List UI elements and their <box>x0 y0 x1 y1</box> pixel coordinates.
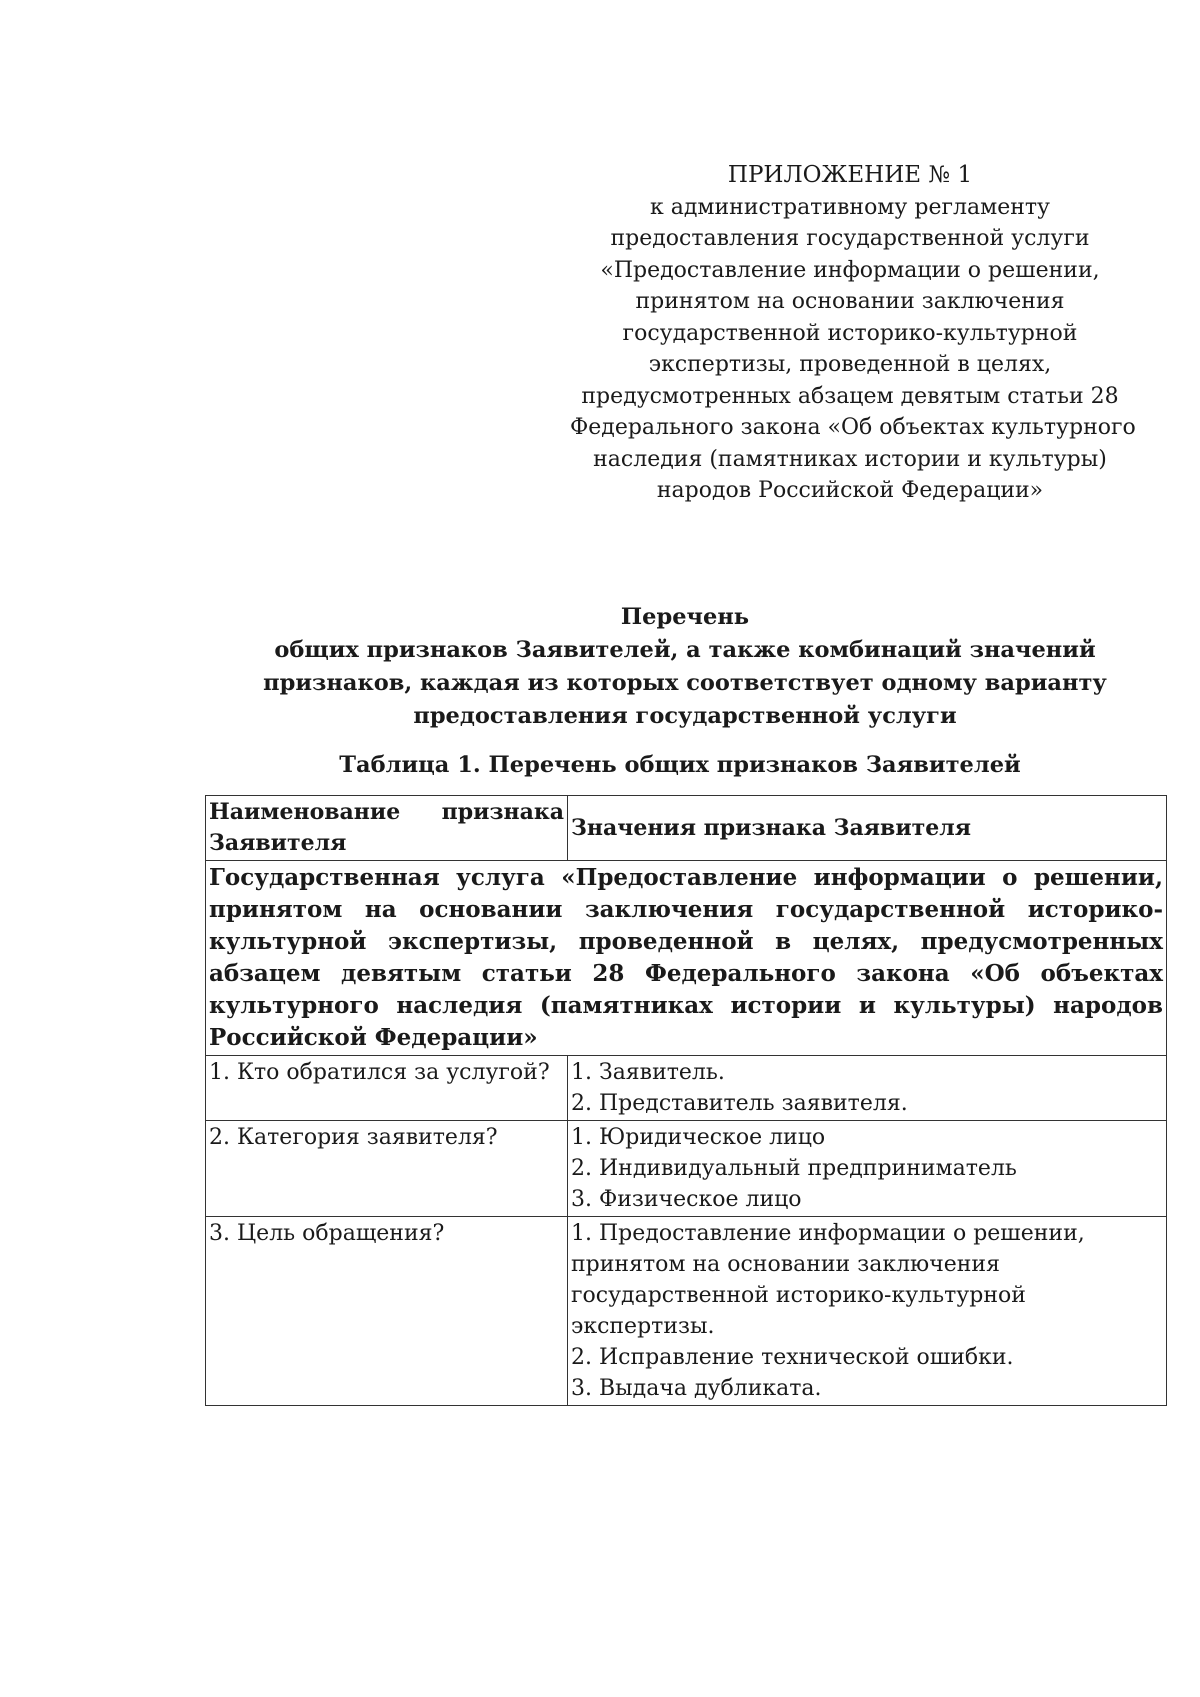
appendix-line: к административному регламенту <box>649 194 1050 220</box>
document-title <box>210 601 1160 733</box>
table-row <box>206 1217 1167 1406</box>
appendix-line: принятом на основании заключения <box>635 289 1065 314</box>
appendix-header <box>570 160 1136 507</box>
option-item: 1. Предоставление информации о решении, принятом на основании заключения государственной историко-культурной экспертизы. <box>571 1221 1085 1339</box>
feature-options <box>568 1056 1167 1121</box>
feature-question <box>206 1217 568 1406</box>
header-feature-name: Наименование признака Заявителя <box>206 796 568 861</box>
appendix-line: предоставления государственной услуги <box>610 226 1090 251</box>
question-text: 1. Кто обратился за услугой? <box>209 1060 550 1085</box>
feature-question <box>206 1056 568 1121</box>
title-line: предоставления государственной услуги <box>413 703 957 729</box>
applicant-features-table <box>205 795 1167 1406</box>
appendix-line: «Предоставление информации о решении, <box>600 257 1100 283</box>
header-feature-values: Значения признака Заявителя <box>568 796 1167 861</box>
table-row <box>206 1056 1167 1121</box>
appendix-line: народов Российской Федерации» <box>656 478 1044 503</box>
feature-question <box>206 1121 568 1217</box>
appendix-line: наследия (памятниках истории и культуры) <box>593 446 1107 472</box>
option-item: 1. Заявитель. <box>571 1060 725 1085</box>
appendix-line: экспертизы, проведенной в целях, <box>648 352 1052 377</box>
table-row <box>206 1121 1167 1217</box>
title-line: признаков, каждая из которых соответствует одному варианту <box>263 670 1107 696</box>
option-item: 2. Индивидуальный предприниматель <box>571 1156 1017 1181</box>
service-title-row <box>206 861 1167 1056</box>
appendix-line: Федерального закона «Об объектах культурного <box>570 415 1136 440</box>
option-item: 2. Исправление технической ошибки. <box>571 1345 1014 1370</box>
appendix-line: государственной историко-культурной <box>622 320 1078 346</box>
title-line: Перечень <box>620 604 750 630</box>
title-line: общих признаков Заявителей, а также комбинаций значений <box>274 637 1096 663</box>
appendix-number: ПРИЛОЖЕНИЕ № 1 <box>727 162 973 188</box>
service-title: Государственная услуга «Предоставление информации о решении, принятом на основании заключения государственной историко-культурной экспертизы, проведенной в целях, предусмотренных абзацем девятым статьи 28 Федерального закона «Об объектах культурного наследия (памятниках истории и культуры) народов Российской Федерации» <box>206 861 1167 1056</box>
question-text: 3. Цель обращения? <box>209 1221 445 1246</box>
appendix-line: предусмотренных абзацем девятым статьи 28 <box>581 383 1119 409</box>
table-caption: Таблица 1. Перечень общих признаков Заявителей <box>339 752 1021 778</box>
feature-options <box>568 1217 1167 1406</box>
option-item: 2. Представитель заявителя. <box>571 1091 908 1116</box>
question-text: 2. Категория заявителя? <box>209 1125 498 1150</box>
table-header-row <box>206 796 1167 861</box>
option-item: 3. Выдача дубликата. <box>571 1376 822 1401</box>
option-item: 3. Физическое лицо <box>571 1187 802 1212</box>
feature-options <box>568 1121 1167 1217</box>
option-item: 1. Юридическое лицо <box>571 1125 826 1150</box>
